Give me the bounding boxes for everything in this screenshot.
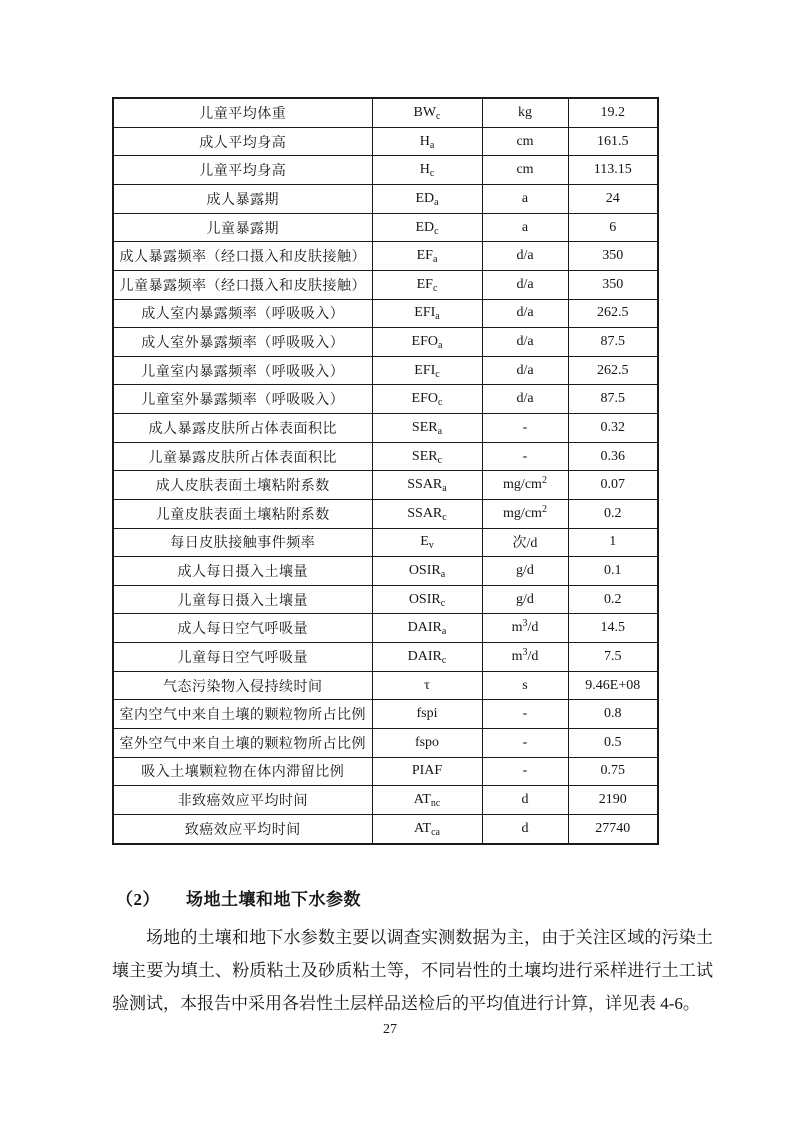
parameter-symbol-cell: $ED_c$ [372,213,482,242]
symbol-subscript: c [442,511,447,523]
parameter-symbol-cell: $SSAR_c$ [372,499,482,528]
parameter-name-cell: 成人皮肤表面土壤粘附系数 [113,471,372,500]
parameter-symbol-cell: $EF_c$ [372,270,482,299]
parameter-value-cell: 0.07 [568,471,658,500]
table-row [113,643,658,672]
table-row [113,414,658,443]
parameter-symbol-cell: $E_v$ [372,528,482,557]
table-row [113,557,658,586]
symbol-subscript: c [434,225,439,237]
parameter-value-cell: 0.75 [568,757,658,786]
unit-superscript: 2 [541,475,547,487]
table-row [113,213,658,242]
parameter-symbol-cell: $AT_{nc}$ [372,786,482,815]
parameter-unit-cell: - [482,757,568,786]
parameter-unit-cell: $m^3/d$ [482,614,568,643]
unit-superscript: 3 [522,618,528,630]
parameter-value-cell: 350 [568,270,658,299]
symbol-subscript: c [429,168,435,180]
parameter-name-cell: 成人暴露皮肤所占体表面积比 [113,414,372,443]
parameter-symbol-cell: $SER_c$ [372,442,482,471]
symbol-subscript: a [440,569,446,580]
table-row [113,328,658,357]
symbol-subscript: c [437,454,443,466]
table-row [113,156,658,185]
parameter-name-cell: 儿童室内暴露频率（呼吸吸入） [113,356,372,385]
parameter-unit-cell: cm [482,127,568,156]
parameter-unit-cell: 次/d [482,528,568,557]
parameter-symbol-cell: $OSIR_c$ [372,585,482,614]
parameter-name-cell: 儿童每日摄入土壤量 [113,585,372,614]
parameter-symbol-cell: $OSIR_a$ [372,557,482,586]
symbol-subscript: c [436,110,441,122]
parameter-symbol-cell: $SER_a$ [372,414,482,443]
table-row [113,270,658,299]
table-row [113,442,658,471]
parameter-unit-cell: d/a [482,385,568,414]
parameter-unit-cell: a [482,213,568,242]
parameter-symbol-cell: $AT_{ca}$ [372,814,482,844]
parameter-unit-cell: kg [482,98,568,127]
parameter-symbol-cell: $ED_a$ [372,185,482,214]
exposure-parameters-table [112,97,659,845]
section-heading [116,888,716,912]
parameter-unit-cell: d/a [482,356,568,385]
parameter-symbol-cell: $EFI_c$ [372,356,482,385]
parameter-symbol-cell: $DAIR_a$ [372,614,482,643]
symbol-subscript: c [435,368,440,380]
table-row [113,671,658,700]
parameter-value-cell: 87.5 [568,328,658,357]
parameter-value-cell: 0.2 [568,585,658,614]
parameter-value-cell: 14.5 [568,614,658,643]
parameter-name-cell: 成人暴露频率（经口摄入和皮肤接触） [113,242,372,271]
parameter-name-cell: 成人平均身高 [113,127,372,156]
parameter-value-cell: 0.2 [568,499,658,528]
table-row [113,585,658,614]
parameter-symbol-cell: PIAF [372,757,482,786]
symbol-subscript: c [441,654,447,666]
symbol-subscript: nc [430,798,441,809]
table-row [113,700,658,729]
parameter-symbol-cell: $H_c$ [372,156,482,185]
table-row [113,757,658,786]
parameter-unit-cell: $m^3/d$ [482,643,568,672]
parameter-symbol-cell: $BW_c$ [372,98,482,127]
table-row [113,242,658,271]
exposure-parameters-table-body [113,98,658,844]
parameter-value-cell: 27740 [568,814,658,844]
parameter-name-cell: 成人室内暴露频率（呼吸吸入） [113,299,372,328]
parameter-value-cell: 262.5 [568,356,658,385]
symbol-subscript: a [441,626,447,638]
section-number: （2） [116,890,160,909]
symbol-subscript: a [437,425,443,437]
table-row [113,528,658,557]
parameter-name-cell: 儿童平均体重 [113,98,372,127]
parameter-name-cell: 成人室外暴露频率（呼吸吸入） [113,328,372,357]
parameter-symbol-cell: $SSAR_a$ [372,471,482,500]
page-number: 27 [383,1022,397,1037]
parameter-unit-cell: d [482,814,568,844]
parameter-symbol-cell: fspo [372,728,482,757]
symbol-subscript: c [440,597,446,609]
parameter-unit-cell: d/a [482,299,568,328]
parameter-value-cell: 350 [568,242,658,271]
parameter-name-cell: 非致癌效应平均时间 [113,786,372,815]
parameter-value-cell: 19.2 [568,98,658,127]
parameter-name-cell: 儿童暴露期 [113,213,372,242]
parameter-name-cell: 儿童皮肤表面土壤粘附系数 [113,499,372,528]
parameter-name-cell: 成人每日摄入土壤量 [113,557,372,586]
parameter-unit-cell: - [482,442,568,471]
parameter-value-cell: 113.15 [568,156,658,185]
parameter-unit-cell: d/a [482,242,568,271]
table-row [113,728,658,757]
table-row [113,356,658,385]
table-row [113,814,658,844]
section-title: 场地土壤和地下水参数 [186,890,361,909]
parameter-value-cell: 87.5 [568,385,658,414]
table-row [113,471,658,500]
parameter-unit-cell: $mg/cm^2$ [482,471,568,500]
symbol-subscript: c [432,282,438,294]
unit-superscript: 3 [522,646,528,658]
table-row [113,127,658,156]
parameter-unit-cell: $mg/cm^2$ [482,499,568,528]
unit-superscript: 2 [541,503,547,515]
parameter-unit-cell: - [482,414,568,443]
parameter-symbol-cell: $EFO_a$ [372,328,482,357]
parameter-unit-cell: - [482,700,568,729]
parameter-name-cell: 成人每日空气呼吸量 [113,614,372,643]
table-row [113,385,658,414]
parameter-unit-cell: g/d [482,585,568,614]
parameter-name-cell: 致癌效应平均时间 [113,814,372,844]
parameter-value-cell: 9.46E+08 [568,671,658,700]
parameter-symbol-cell: fspi [372,700,482,729]
parameter-value-cell: 0.1 [568,557,658,586]
parameter-value-cell: 6 [568,213,658,242]
parameter-value-cell: 262.5 [568,299,658,328]
parameter-unit-cell: d/a [482,328,568,357]
parameter-unit-cell: s [482,671,568,700]
parameter-name-cell: 吸入土壤颗粒物在体内滞留比例 [113,757,372,786]
parameter-unit-cell: d [482,786,568,815]
parameter-unit-cell: a [482,185,568,214]
table-row [113,786,658,815]
parameter-name-cell: 室内空气中来自土壤的颗粒物所占比例 [113,700,372,729]
symbol-subscript: v [428,540,434,552]
parameter-symbol-cell: τ [372,671,482,700]
parameter-value-cell: 7.5 [568,643,658,672]
parameter-unit-cell: d/a [482,270,568,299]
parameter-symbol-cell: $H_a$ [372,127,482,156]
parameter-symbol-cell: $DAIR_c$ [372,643,482,672]
parameter-symbol-cell: $EFI_a$ [372,299,482,328]
parameter-name-cell: 儿童每日空气呼吸量 [113,643,372,672]
table-row [113,499,658,528]
parameter-value-cell: 0.36 [568,442,658,471]
symbol-subscript: a [432,254,438,266]
symbol-subscript: a [442,483,447,495]
parameter-name-cell: 儿童暴露频率（经口摄入和皮肤接触） [113,270,372,299]
symbol-subscript: a [438,340,443,351]
parameter-symbol-cell: $EF_a$ [372,242,482,271]
symbol-subscript: c [438,397,443,409]
parameter-value-cell: 0.5 [568,728,658,757]
table-row [113,614,658,643]
parameter-name-cell: 成人暴露期 [113,185,372,214]
symbol-subscript: a [434,196,439,208]
parameter-name-cell: 室外空气中来自土壤的颗粒物所占比例 [113,728,372,757]
parameter-name-cell: 儿童平均身高 [113,156,372,185]
parameter-unit-cell: cm [482,156,568,185]
symbol-subscript: a [435,311,440,323]
parameter-unit-cell: - [482,728,568,757]
parameter-symbol-cell: $EFO_c$ [372,385,482,414]
parameter-value-cell: 1 [568,528,658,557]
table-row [113,185,658,214]
table-row [113,98,658,127]
parameter-value-cell: 24 [568,185,658,214]
parameter-value-cell: 0.32 [568,414,658,443]
parameter-name-cell: 儿童暴露皮肤所占体表面积比 [113,442,372,471]
parameter-value-cell: 2190 [568,786,658,815]
parameter-value-cell: 161.5 [568,127,658,156]
parameter-value-cell: 0.8 [568,700,658,729]
body-paragraph: 场地的土壤和地下水参数主要以调查实测数据为主，由于关注区域的污染土壤主要为填土、粉质粘土及砂质粘土等，不同岩性的土壤均进行采样进行土工试验测试，本报告中采用各岩性土层样品送检后的平均值进行计算，详见表 4-6。 [112,928,713,1013]
symbol-subscript: a [429,139,435,151]
parameter-name-cell: 儿童室外暴露频率（呼吸吸入） [113,385,372,414]
symbol-subscript: ca [431,826,440,838]
table-row [113,299,658,328]
parameter-name-cell: 气态污染物入侵持续时间 [113,671,372,700]
parameter-unit-cell: g/d [482,557,568,586]
parameter-name-cell: 每日皮肤接触事件频率 [113,528,372,557]
